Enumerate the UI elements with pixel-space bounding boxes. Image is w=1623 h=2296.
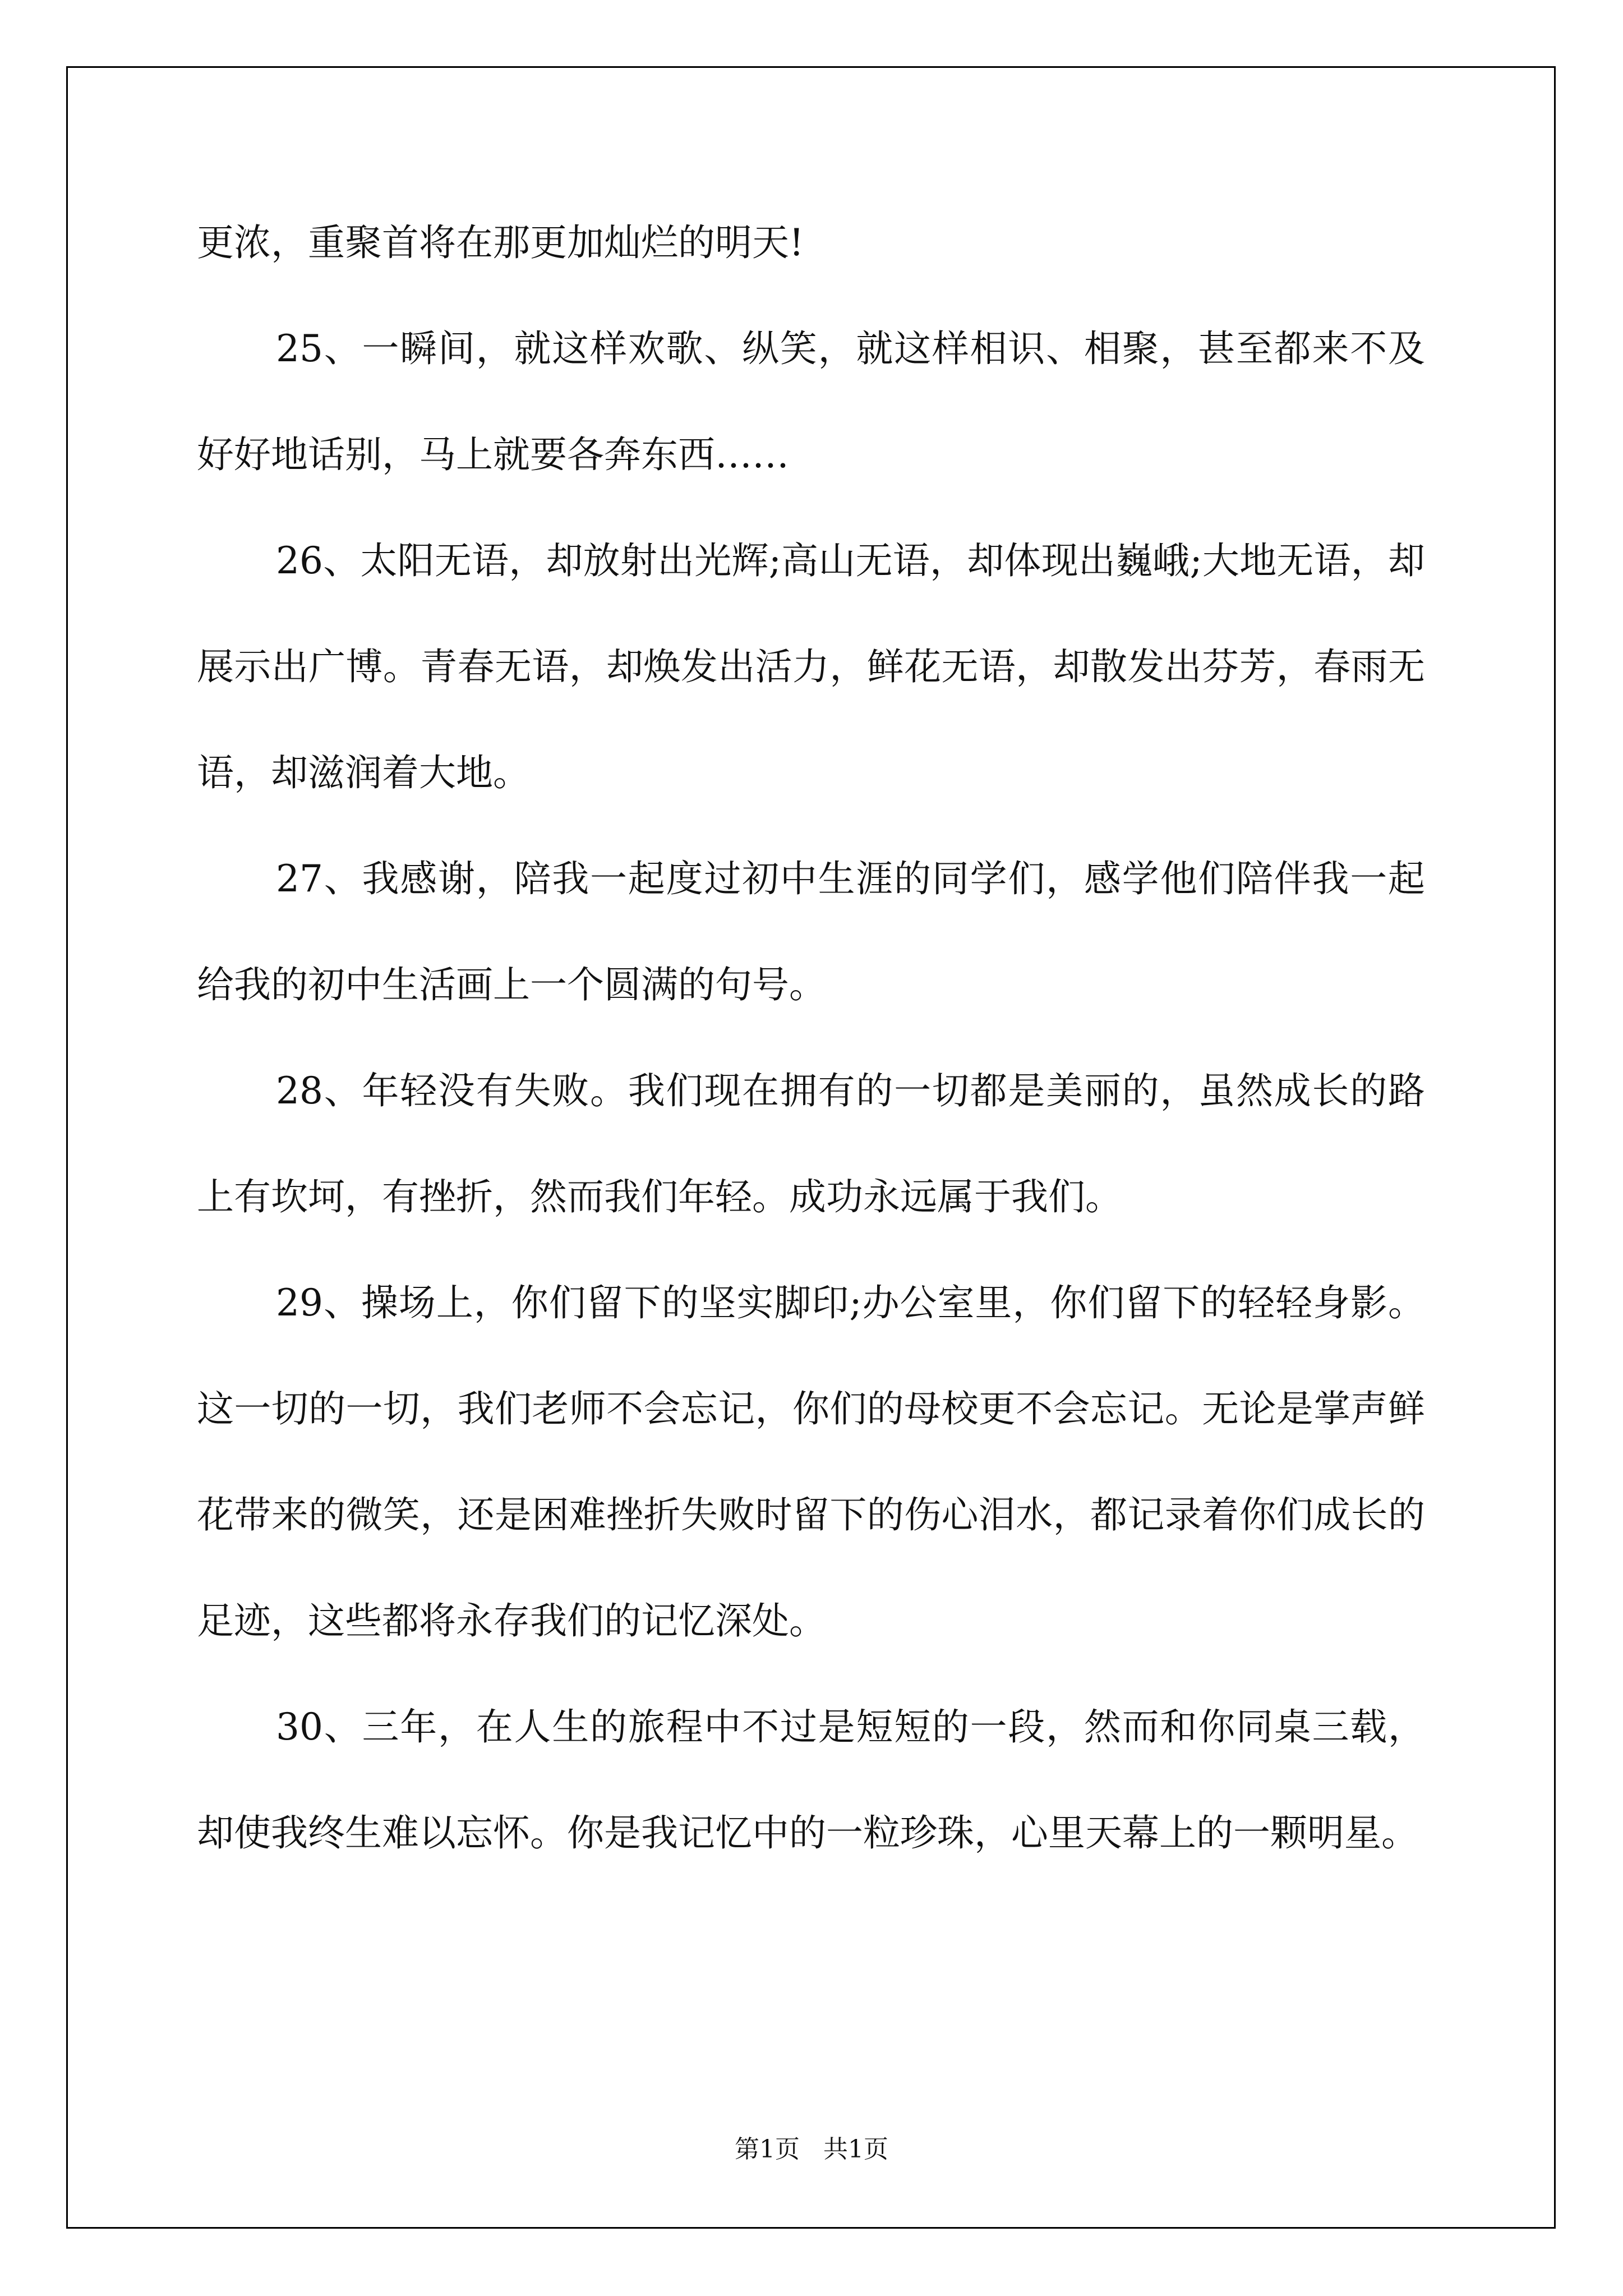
paragraph-26: 26、太阳无语，却放射出光辉;高山无语，却体现出巍峨;大地无语，却展示出广博。青春无语，却焕发出活力，鲜花无语，却散发出芬芳，春雨无语，却滋润着大地。 bbox=[197, 539, 1425, 794]
paragraph-29: 29、操场上，你们留下的坚实脚印;办公室里，你们留下的轻轻身影。这一切的一切，我们老师不会忘记，你们的母校更不会忘记。无论是掌声鲜花带来的微笑，还是困难挫折失败时留下的伤心泪水，都记录着你们成长的足迹，这些都将永存我们的记忆深处。 bbox=[197, 1281, 1425, 1642]
paragraph-25: 25、一瞬间，就这样欢歌、纵笑，就这样相识、相聚，甚至都来不及好好地话别，马上就要各奔东西…… bbox=[197, 327, 1425, 476]
paragraph-continuation: 更浓，重聚首将在那更加灿烂的明天! bbox=[197, 221, 804, 264]
paragraph-27: 27、我感谢，陪我一起度过初中生涯的同学们，感学他们陪伴我一起给我的初中生活画上一个圆满的句号。 bbox=[197, 857, 1425, 1006]
paragraph-28: 28、年轻没有失败。我们现在拥有的一切都是美丽的，虽然成长的路上有坎坷，有挫折，然而我们年轻。成功永远属于我们。 bbox=[197, 1069, 1425, 1218]
paragraph-30: 30、三年，在人生的旅程中不过是短短的一段，然而和你同桌三载，却使我终生难以忘怀。你是我记忆中的一粒珍珠，心里天幕上的一颗明星。 bbox=[197, 1705, 1425, 1855]
page-footer: 第1页 共1页 bbox=[735, 2135, 888, 2164]
document-body bbox=[197, 190, 1425, 1886]
